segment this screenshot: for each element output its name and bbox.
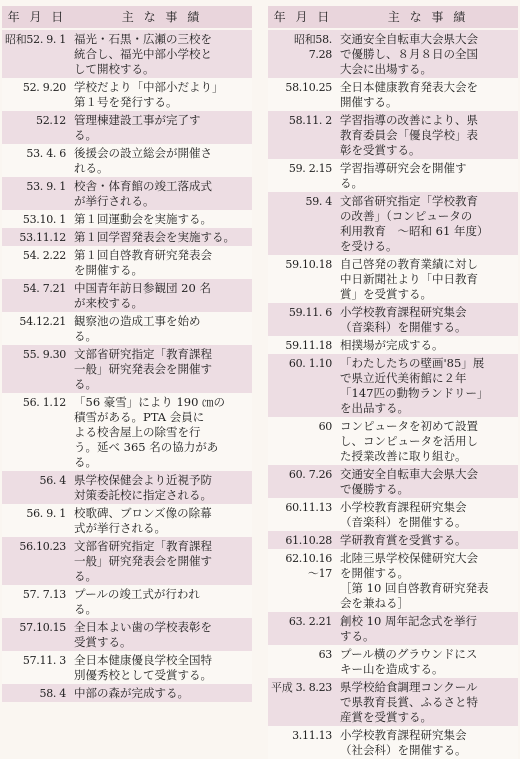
row-date: 54.12.21 bbox=[19, 315, 66, 328]
row-event: 県学校給食調理コンクール で県教育長賞、ふるさと特 産賞を受賞する。 bbox=[340, 680, 478, 724]
chronology-row bbox=[2, 537, 252, 585]
row-date: 平成 3. 8.23 bbox=[271, 681, 332, 694]
row-date: 3.11.13 bbox=[292, 729, 332, 742]
chronology-column-left bbox=[2, 6, 252, 702]
row-date: 昭和52. 9. 1 bbox=[5, 33, 66, 46]
row-date: 58.11. 2 bbox=[288, 114, 332, 127]
chronology-row bbox=[268, 30, 518, 78]
row-date: 53.10. 1 bbox=[22, 213, 66, 226]
row-event: 「わたしたちの壁画'85」展 で県立近代美術館に２年 「147匹の動物ランドリー」 を出品する。 bbox=[340, 356, 489, 415]
row-date: 57.10.15 bbox=[19, 621, 66, 634]
row-event: 文部省研究指定「教育課程 一般」研究発表会を開催す る。 bbox=[74, 539, 212, 583]
row-event: 交通安全自転車大会県大会 で優勝し、８月８日の全国 大会に出場する。 bbox=[340, 32, 478, 76]
chronology-row bbox=[2, 585, 252, 618]
row-date: 59. 4 bbox=[305, 195, 332, 208]
row-event: プール横のグラウンドにス キー山を造成する。 bbox=[340, 647, 478, 676]
row-event: 自己啓発の教育業績に対し 中日新聞社より「中日教育 賞」を受賞する。 bbox=[340, 257, 478, 301]
chronology-row bbox=[268, 612, 518, 645]
chronology-row bbox=[268, 111, 518, 159]
chronology-row bbox=[2, 228, 252, 246]
row-date: 60. 1.10 bbox=[288, 357, 332, 370]
row-event: 小学校教育課程研究集会 （社会科）を開催する。 bbox=[340, 728, 467, 757]
row-event: 学校だより「中部小だより」 第１号を発行する。 bbox=[74, 80, 224, 109]
chronology-row bbox=[2, 78, 252, 111]
chronology-row bbox=[2, 618, 252, 651]
chronology-row bbox=[268, 354, 518, 417]
row-date: 54. 2.22 bbox=[22, 249, 66, 262]
chronology-row bbox=[268, 336, 518, 354]
date-header: 年 月 日 bbox=[7, 10, 67, 24]
chronology-row bbox=[2, 111, 252, 144]
row-date: 59. 2.15 bbox=[288, 162, 332, 175]
row-date: 63. 2.21 bbox=[288, 615, 332, 628]
chronology-row bbox=[268, 726, 518, 759]
chronology-row bbox=[2, 393, 252, 471]
row-event: 観察池の造成工事を始め る。 bbox=[74, 314, 201, 343]
row-date: 60 bbox=[318, 420, 332, 433]
chronology-row bbox=[2, 684, 252, 702]
row-event: 福光・石黒・広瀬の三校を 統合し、福光中部小学校と して開校する。 bbox=[74, 32, 212, 76]
column-header bbox=[268, 6, 518, 28]
row-date: 62.10.16 ～17 bbox=[285, 552, 332, 580]
chronology-row bbox=[268, 159, 518, 192]
chronology-row bbox=[268, 303, 518, 336]
row-date: 63 bbox=[318, 648, 332, 661]
row-event: 第１回自啓教育研究発表会 を開催する。 bbox=[74, 248, 212, 277]
row-date: 53. 9. 1 bbox=[26, 180, 66, 193]
chronology-row bbox=[268, 255, 518, 303]
chronology-row bbox=[268, 498, 518, 531]
row-date: 昭和58. 7.28 bbox=[294, 33, 332, 61]
row-event: 北陸三県学校保健研究大会 を開催する。 ［第 10 回自啓教育研究発表 会を兼ねる］ bbox=[340, 551, 489, 610]
row-date: 59.11.18 bbox=[285, 339, 332, 352]
row-event: プールの竣工式が行われ る。 bbox=[74, 587, 200, 616]
row-event: 学習指導の改善により、県 教育委員会「優良学校」表 彰を受賞する。 bbox=[340, 113, 478, 157]
row-date: 58. 4 bbox=[39, 687, 66, 700]
chronology-row bbox=[2, 345, 252, 393]
chronology-row bbox=[2, 177, 252, 210]
row-date: 61.10.28 bbox=[285, 534, 332, 547]
row-event: 「56 豪雪」により 190 ㎝の 積雪がある。PTA 会員に よる校舎屋上の除雪を行 う。延べ 365 名の協力があ る。 bbox=[74, 395, 226, 469]
row-date: 59.11. 6 bbox=[288, 306, 332, 319]
row-date: 55. 9.30 bbox=[22, 348, 66, 361]
row-event: 小学校教育課程研究集会 （音楽科）を開催する。 bbox=[340, 500, 467, 529]
row-event: 交通安全自転車大会県大会 で優勝する。 bbox=[340, 467, 478, 496]
row-event: 全日本健康教育発表大会を 開催する。 bbox=[340, 80, 478, 109]
row-event: 相撲場が完成する。 bbox=[340, 338, 444, 352]
row-date: 56. 9. 1 bbox=[26, 507, 66, 520]
row-date: 54. 7.21 bbox=[22, 282, 66, 295]
chronology-rows bbox=[268, 30, 518, 759]
row-date: 52. 9.20 bbox=[22, 81, 66, 94]
chronology-column-right bbox=[268, 6, 518, 759]
chronology-row bbox=[268, 531, 518, 549]
event-header: 主 な 事 績 bbox=[387, 10, 469, 24]
chronology-row bbox=[268, 78, 518, 111]
row-date: 59.10.18 bbox=[285, 258, 332, 271]
row-date: 60.11.13 bbox=[285, 501, 332, 514]
row-event: 全日本健康優良学校全国特 別優秀校として受賞する。 bbox=[74, 653, 212, 682]
chronology-row bbox=[2, 651, 252, 684]
row-date: 56.10.23 bbox=[19, 540, 66, 553]
row-date: 53.11.12 bbox=[19, 231, 66, 244]
row-event: 校舎・体育館の竣工落成式 が挙行される。 bbox=[74, 179, 212, 208]
row-date: 57. 7.13 bbox=[22, 588, 66, 601]
chronology-row bbox=[2, 144, 252, 177]
chronology-row bbox=[2, 30, 252, 78]
row-event: コンピュータを初めて設置 し、コンピュータを活用し た授業改善に取り組む。 bbox=[340, 419, 478, 463]
row-event: 県学校保健会より近視予防 対策委託校に指定される。 bbox=[74, 473, 212, 502]
row-event: 第１回運動会を実施する。 bbox=[74, 212, 212, 226]
row-date: 56. 4 bbox=[39, 474, 66, 487]
row-event: 創校 10 周年記念式を挙行 する。 bbox=[340, 614, 477, 643]
row-date: 60. 7.26 bbox=[288, 468, 332, 481]
row-event: 小学校教育課程研究集会 （音楽科）を開催する。 bbox=[340, 305, 467, 334]
row-event: 文部省研究指定「学校教育 の改善」（コンピュータの 利用教育 ～昭和 61 年度） を受ける。 bbox=[340, 194, 489, 253]
chronology-row bbox=[268, 417, 518, 465]
chronology-row bbox=[2, 279, 252, 312]
chronology-row bbox=[2, 246, 252, 279]
row-event: 後援会の設立総会が開催さ れる。 bbox=[74, 146, 212, 175]
row-event: 文部省研究指定「教育課程 一般」研究発表会を開催す る。 bbox=[74, 347, 212, 391]
chronology-row bbox=[268, 549, 518, 612]
row-event: 学研教育賞を受賞する。 bbox=[340, 533, 467, 547]
event-header: 主 な 事 績 bbox=[121, 10, 203, 24]
row-event: 中国青年訪日参観団 20 名 が来校する。 bbox=[74, 281, 211, 310]
chronology-row bbox=[2, 210, 252, 228]
row-event: 学習指導研究会を開催す る。 bbox=[340, 161, 467, 190]
row-event: 校歌碑、ブロンズ像の除幕 式が挙行される。 bbox=[74, 506, 212, 535]
row-date: 57.11. 3 bbox=[22, 654, 66, 667]
chronology-row bbox=[2, 312, 252, 345]
row-date: 56. 1.12 bbox=[22, 396, 66, 409]
row-event: 全日本よい歯の学校表彰を 受賞する。 bbox=[74, 620, 212, 649]
chronology-row bbox=[268, 645, 518, 678]
chronology-row bbox=[268, 678, 518, 726]
row-event: 第１回学習発表会を実施する。 bbox=[74, 230, 235, 244]
row-date: 52.12 bbox=[36, 114, 66, 127]
row-event: 管理棟建設工事が完了す る。 bbox=[74, 113, 201, 142]
row-date: 53. 4. 6 bbox=[26, 147, 66, 160]
chronology-row bbox=[268, 192, 518, 255]
chronology-row bbox=[2, 504, 252, 537]
row-date: 58.10.25 bbox=[285, 81, 332, 94]
chronology-rows bbox=[2, 30, 252, 702]
chronology-row bbox=[2, 471, 252, 504]
row-event: 中部の森が完成する。 bbox=[74, 686, 189, 700]
date-header: 年 月 日 bbox=[273, 10, 333, 24]
chronology-row bbox=[268, 465, 518, 498]
column-header bbox=[2, 6, 252, 28]
